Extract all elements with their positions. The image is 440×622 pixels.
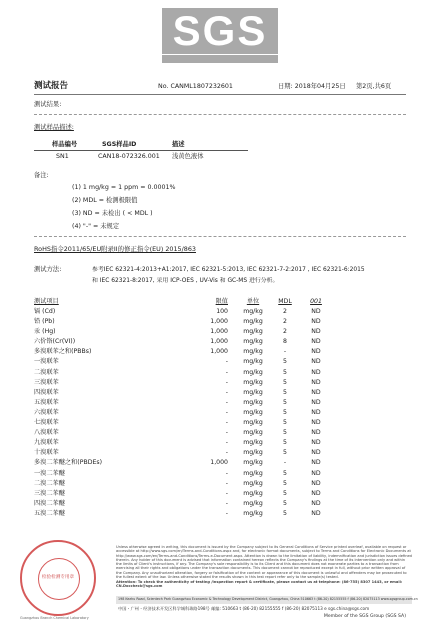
cell-result: ND <box>311 378 321 386</box>
cell-mdl: 2 <box>283 328 287 336</box>
cell-mdl: 2 <box>283 318 287 326</box>
note-item: (4) "-" = 未规定 <box>72 223 120 230</box>
note-item: (2) MDL = 检测极限值 <box>72 197 138 204</box>
cell-result: ND <box>311 408 321 416</box>
cell-mdl: - <box>283 348 287 356</box>
cell-test-item: 一溴二苯醚 <box>34 469 65 477</box>
cell-test-item: 五溴联苯 <box>34 398 59 406</box>
cell-result: ND <box>311 419 321 427</box>
cell-test-item: 四溴二苯醚 <box>34 499 65 507</box>
methods-label: 测试方法: <box>34 266 62 273</box>
table-row <box>34 317 406 327</box>
table-row <box>34 469 406 479</box>
cell-unit: mg/kg <box>243 398 263 406</box>
table-row <box>34 327 406 337</box>
official-seal <box>20 540 96 616</box>
header-test-item: 测试项目 <box>34 298 59 305</box>
cell-unit: mg/kg <box>243 368 263 376</box>
cell-mdl: 5 <box>283 358 287 366</box>
cell-test-item: 三溴联苯 <box>34 378 59 386</box>
header-divider <box>34 94 406 95</box>
sample-header-no: 样品编号 <box>52 141 78 148</box>
cell-limit: - <box>225 499 228 507</box>
cell-mdl: 5 <box>283 469 287 477</box>
cell-result: ND <box>311 499 321 507</box>
cell-test-item: 二溴联苯 <box>34 368 59 376</box>
cell-unit: mg/kg <box>243 429 263 437</box>
address-english: 198 Kezhu Road, Scientech Park Guangzhou Economic & Technology Development District, Guangzhou, China 510663 t (86-20) 82155555 f (86-20) 82075113 www.sgsgroup.com.cn <box>118 597 418 601</box>
cell-unit: mg/kg <box>243 489 263 497</box>
table-row <box>34 337 406 347</box>
cell-limit: - <box>225 429 228 437</box>
sample-header-sgs-id: SGS样品ID <box>102 141 137 148</box>
cell-unit: mg/kg <box>243 408 263 416</box>
note-item: (1) 1 mg/kg = 1 ppm = 0.0001% <box>72 184 176 191</box>
cell-limit: - <box>225 368 228 376</box>
cell-result: ND <box>311 509 321 517</box>
cell-mdl: 5 <box>283 489 287 497</box>
divider <box>34 114 406 115</box>
header-mdl: MDL <box>278 298 292 305</box>
cell-limit: - <box>225 388 228 396</box>
cell-result: ND <box>311 308 321 315</box>
table-row <box>34 388 406 398</box>
cell-limit: - <box>225 408 228 416</box>
cell-limit: 1,000 <box>210 348 228 356</box>
sample-row-no: SN1 <box>56 153 69 160</box>
cell-unit: mg/kg <box>243 338 263 346</box>
cell-mdl: 5 <box>283 439 287 447</box>
cell-limit: - <box>225 358 228 366</box>
cell-result: ND <box>311 328 321 336</box>
seal-text: 检验检测专用章 <box>41 575 75 580</box>
cell-test-item: 十溴联苯 <box>34 449 59 457</box>
cell-unit: mg/kg <box>243 499 263 507</box>
table-row <box>34 489 406 499</box>
cell-test-item: 汞 (Hg) <box>34 328 56 336</box>
cell-mdl: 5 <box>283 398 287 406</box>
cell-limit: - <box>225 509 228 517</box>
cell-test-item: 九溴联苯 <box>34 439 59 447</box>
cell-unit: mg/kg <box>243 348 263 356</box>
cell-result: ND <box>311 439 321 447</box>
cell-mdl: 5 <box>283 499 287 507</box>
cell-limit: 100 <box>216 308 228 315</box>
cell-result: ND <box>311 388 321 396</box>
cell-limit: - <box>225 439 228 447</box>
cell-result: ND <box>311 479 321 487</box>
cell-test-item: 多溴二苯醚之和(PBDEs) <box>34 459 103 467</box>
table-row <box>34 428 406 438</box>
cell-limit: - <box>225 469 228 477</box>
table-row <box>34 357 406 367</box>
table-row <box>34 398 406 408</box>
sample-row-sgs-id: CAN18-072326.001 <box>98 153 160 160</box>
cell-unit: mg/kg <box>243 378 263 386</box>
cell-unit: mg/kg <box>243 479 263 487</box>
cell-test-item: 八溴联苯 <box>34 429 59 437</box>
results-label: 测试结果: <box>34 101 62 108</box>
divider <box>34 236 406 237</box>
header-limit: 限值 <box>215 298 228 305</box>
cell-result: ND <box>311 358 321 366</box>
cell-unit: mg/kg <box>243 308 263 315</box>
header-sample-result: 001 <box>310 298 322 305</box>
sample-description-label: 测试样品描述: <box>34 124 74 131</box>
cell-mdl: 5 <box>283 419 287 427</box>
cell-limit: - <box>225 398 228 406</box>
cell-result: ND <box>311 459 321 467</box>
methods-line: 和 IEC 62321-8:2017, 采用 ICP-OES , UV-Vis 和 GC-MS 进行分析。 <box>92 278 279 284</box>
cell-test-item: 七溴联苯 <box>34 419 59 427</box>
cell-limit: 1,000 <box>210 328 228 336</box>
section-title: RoHS指令2011/65/EU附录II的修正指令(EU) 2015/863 <box>34 245 196 253</box>
sgs-logo <box>162 8 278 64</box>
cell-limit: - <box>225 378 228 386</box>
sample-header-description: 描述 <box>172 141 185 148</box>
cell-result: ND <box>311 338 321 346</box>
cell-limit: - <box>225 449 228 457</box>
cell-unit: mg/kg <box>243 358 263 366</box>
lab-name: Guangzhou Branch Chemical Laboratory <box>20 616 89 620</box>
cell-test-item: 六溴联苯 <box>34 408 59 416</box>
cell-test-item: 镉 (Cd) <box>34 308 56 315</box>
disclaimer-text: Unless otherwise agreed in writing, this document is issued by the Company subject to its General Conditions of Service printed overleaf, available on request or accessible at http://www.sgs.com/en/Terms-and-Conditions.aspx and, for electronic format documents, subject to Terms and Conditions for Electronic Documents at http://www.sgs.com/en/Terms-and-Conditions/Terms-e-Document.aspx. Attention is drawn to the limitation of liability, indemnification and jurisdiction issues defined therein. Any holder of this document is advised that information contained hereon reflects the Company's findings at the time of its intervention only and within the limits of Client's instructions, if any. The Company's sole responsibility is to its Client and this document does not exonerate parties to a transaction from exercising all their rights and obligations under the transaction documents. This document cannot be reproduced except in full, without prior written approval of the Company. Any unauthorized alteration, forgery or falsification of the content or appearance of this document is unlawful and offenders may be prosecuted to the fullest extent of the law. Unless otherwise stated the results shown in this test report refer only to the sample(s) tested. <box>116 545 412 580</box>
sgs-logo-text: SGS <box>162 8 278 54</box>
report-date: 日期: 2018年04月25日 <box>278 83 346 90</box>
note-item: (3) ND = 未检出 ( < MDL ) <box>72 210 153 217</box>
cell-unit: mg/kg <box>243 419 263 427</box>
cell-unit: mg/kg <box>243 469 263 477</box>
address-chinese: 中国・广州・经济技术开发区科学城科珠路198号 邮编: 510663 t (86-20) 82155555 f (86-20) 82075113 e sgs.china@sgs.com <box>118 606 370 611</box>
table-row <box>34 479 406 489</box>
cell-test-item: 一溴联苯 <box>34 358 59 366</box>
authenticity-note: Attention: To check the authenticity of testing /inspection report & certificate, please contact us at telephone: (86-755) 8307 1443, or email: CN.Doccheck@sgs.com <box>116 580 403 589</box>
cell-limit: - <box>225 479 228 487</box>
cell-mdl: 5 <box>283 368 287 376</box>
cell-mdl: 5 <box>283 479 287 487</box>
cell-test-item: 二溴二苯醚 <box>34 479 65 487</box>
cell-unit: mg/kg <box>243 439 263 447</box>
sample-header-rule <box>34 150 248 151</box>
cell-limit: 1,000 <box>210 318 228 326</box>
methods-line: 参考IEC 62321-4:2013+A1:2017, IEC 62321-5:2013, IEC 62321-7-2:2017 , IEC 62321-6:2015 <box>92 267 365 273</box>
cell-result: ND <box>311 398 321 406</box>
results-table <box>34 296 406 519</box>
cell-unit: mg/kg <box>243 318 263 326</box>
table-row <box>34 378 406 388</box>
cell-test-item: 六价铬(Cr(VI)) <box>34 338 76 346</box>
cell-unit: mg/kg <box>243 459 263 467</box>
table-row <box>34 499 406 509</box>
table-row <box>34 448 406 458</box>
cell-mdl: 5 <box>283 509 287 517</box>
table-row <box>34 347 406 357</box>
cell-result: ND <box>311 348 321 356</box>
header-unit: 单位 <box>246 298 260 305</box>
cell-mdl: 5 <box>283 449 287 457</box>
cell-limit: - <box>225 419 228 427</box>
cell-result: ND <box>311 429 321 437</box>
cell-result: ND <box>311 449 321 457</box>
cell-result: ND <box>311 469 321 477</box>
cell-result: ND <box>311 368 321 376</box>
cell-unit: mg/kg <box>243 328 263 336</box>
notes-label: 备注: <box>34 172 49 179</box>
sgs-logo-bar <box>162 55 278 63</box>
table-row <box>34 418 406 428</box>
cell-mdl: - <box>283 459 287 467</box>
table-row <box>34 509 406 519</box>
table-row <box>34 307 406 317</box>
table-row <box>34 458 406 468</box>
cell-unit: mg/kg <box>243 388 263 396</box>
cell-limit: - <box>225 489 228 497</box>
table-row <box>34 408 406 418</box>
cell-limit: 1,000 <box>210 338 228 346</box>
cell-result: ND <box>311 318 321 326</box>
cell-test-item: 四溴联苯 <box>34 388 59 396</box>
member-of-sgs: Member of the SGS Group (SGS SA) <box>323 614 406 619</box>
table-row <box>34 438 406 448</box>
cell-mdl: 2 <box>283 308 287 315</box>
table-row <box>34 368 406 378</box>
cell-mdl: 8 <box>283 338 287 346</box>
cell-mdl: 5 <box>283 408 287 416</box>
page-number: 第2页,共6页 <box>356 83 392 90</box>
cell-unit: mg/kg <box>243 449 263 457</box>
cell-mdl: 5 <box>283 388 287 396</box>
cell-test-item: 三溴二苯醚 <box>34 489 65 497</box>
table-header-row <box>34 296 406 307</box>
cell-unit: mg/kg <box>243 509 263 517</box>
cell-mdl: 5 <box>283 429 287 437</box>
sample-row-description: 浅黄色液体 <box>172 153 204 160</box>
cell-test-item: 五溴二苯醚 <box>34 509 65 517</box>
report-title: 测试报告 <box>34 81 69 91</box>
cell-test-item: 多溴联苯之和(PBBs) <box>34 348 92 356</box>
cell-limit: 1,000 <box>210 459 228 467</box>
table-body <box>34 307 406 519</box>
cell-result: ND <box>311 489 321 497</box>
cell-mdl: 5 <box>283 378 287 386</box>
cell-test-item: 铅 (Pb) <box>34 318 55 326</box>
report-number: No. CANML1807232601 <box>158 83 233 90</box>
